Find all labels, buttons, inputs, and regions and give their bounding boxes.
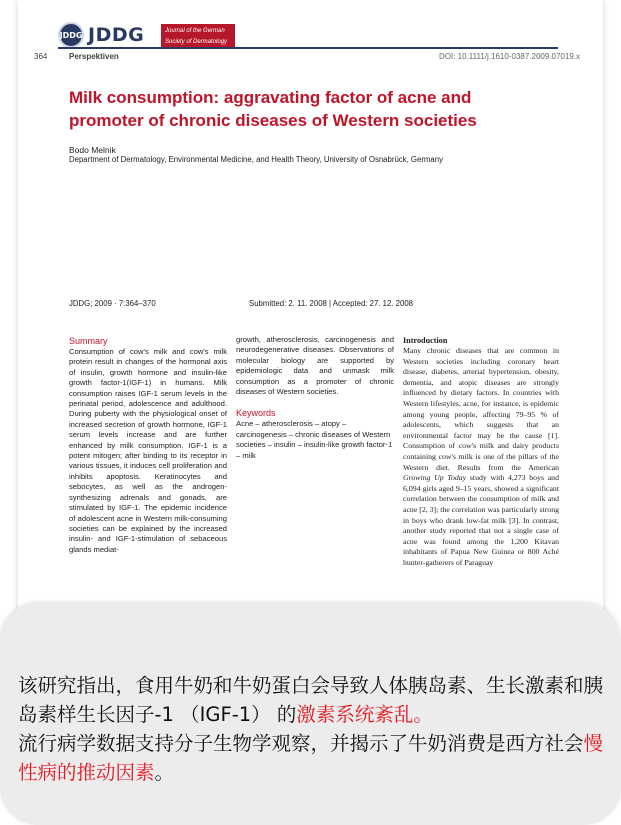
journal-logo: [58, 22, 144, 48]
summary-continuation: growth, atherosclerosis, carcinogenesis and neurodegenerative diseases. Observations of molecular biology are supported by epidemiologic data and unmask milk consumption as a promoter of chronic diseases of Western societies.: [236, 335, 394, 397]
header-rule: [58, 47, 558, 49]
page-number: 364: [34, 52, 48, 61]
introduction-heading: Introduction: [403, 336, 448, 345]
callout-part3: 。: [154, 761, 175, 784]
section-label: Perspektiven: [69, 52, 119, 61]
logo-bar-line1: Journal of the German: [165, 28, 225, 34]
article-title: Milk consumption: aggravating factor of acne and promoter of chronic diseases of Western societies: [69, 88, 477, 130]
introduction-column: [403, 335, 559, 568]
summary-heading: Summary: [69, 336, 108, 346]
callout-highlight-hormone: 激素系统紊乱。: [296, 703, 433, 726]
callout-text: [18, 671, 608, 787]
introduction-text: [403, 346, 559, 568]
logo-text: JDDG: [88, 24, 145, 46]
doi-text: DOI: 10.1111/j.1610-0387.2009.07019.x: [439, 52, 580, 61]
logo-bar-line2: Society of Dermatology: [165, 39, 228, 45]
middle-column: [236, 335, 394, 461]
logo-bar: [161, 24, 235, 47]
keywords-heading: Keywords: [236, 408, 276, 419]
callout-highlight-chronic: 慢性病的推动因素: [18, 732, 604, 784]
intro-study-name: Growing Up Today: [403, 473, 467, 483]
intro-text-before: Many chronic diseases that are common in Western societies including coronary heart disease, diabetes, arterial hypertension, obesity, dementia, and atopic diseases are strongly influenced by dietary factors. In countries with Western lifestyles, acne, for instance, is epidemic among young people, affecting 79–95 % of adolescents, which suggests that an environmental factor may be the cause [1]. Consumption of cow's milk and dairy products containing cow's milk is one of the pillars of the Western diet. Results from the American: [403, 346, 559, 472]
author-name: Bodo Melnik: [69, 145, 116, 155]
submission-dates: Submitted: 2. 11. 2008 | Accepted: 27. 12. 2008: [249, 299, 414, 308]
callout-part1: 该研究指出，食用牛奶和牛奶蛋白会导致人体胰岛素、生长激素和胰岛素样生长因子-1 （IGF-1） 的: [18, 674, 604, 726]
journal-reference: JDDG; 2009 · 7:364–370: [69, 299, 156, 308]
summary-text: Consumption of cow's milk and cow's milk protein result in changes of the hormonal axis of insulin, growth hormone and insulin-like growth factor-1(IGF-1) in humans. Milk consumption raises IGF-1 serum levels in the perinatal period, adolescence and adulthood. During puberty with the physiological onset of increased secretion of growth hormone, IGF-1 serum levels increase and are further enhanced by milk consumption. IGF-1 is a potent mitogen; after binding to its receptor in various tissues, it induces cell proliferation and inhibits apoptosis. Keratinocytes and sebocytes, as well as the androgen-synthesizing adrenals and gonads, are stimulated by IGF-1. The epidemic incidence of adolescent acne in Western milk-consuming societies can be explained by the increased insulin- and IGF-1-stimulation of sebaceous glands mediat-: [69, 347, 227, 554]
intro-text-after: study with 4,273 boys and 6,094 girls aged 9–15 years, showed a significant correlation between the consumption of milk and acne [2, 3]; the correlation was particularly strong in boys who drank low-fat milk [3]. In contrast, another study reported that not a single case of acne was found among the 1,200 Kitavan inhabitants of Papua New Guinea or 800 Aché hunter-gatherers of Paraguay: [403, 473, 559, 567]
summary-column: [69, 335, 227, 555]
keywords-text: Acne – atherosclerosis – atopy – carcinogenesis – chronic diseases of Western societies – insulin – insulin-like growth factor-1 – milk: [236, 419, 393, 460]
author-affiliation: Department of Dermatology, Environmental Medicine, and Health Theory, University of Osnabrück, Germany: [69, 155, 443, 164]
callout-part2: 流行病学数据支持分子生物学观察，并揭示了牛奶消费是西方社会: [18, 732, 584, 755]
society-seal-icon: JDDG: [58, 22, 84, 48]
